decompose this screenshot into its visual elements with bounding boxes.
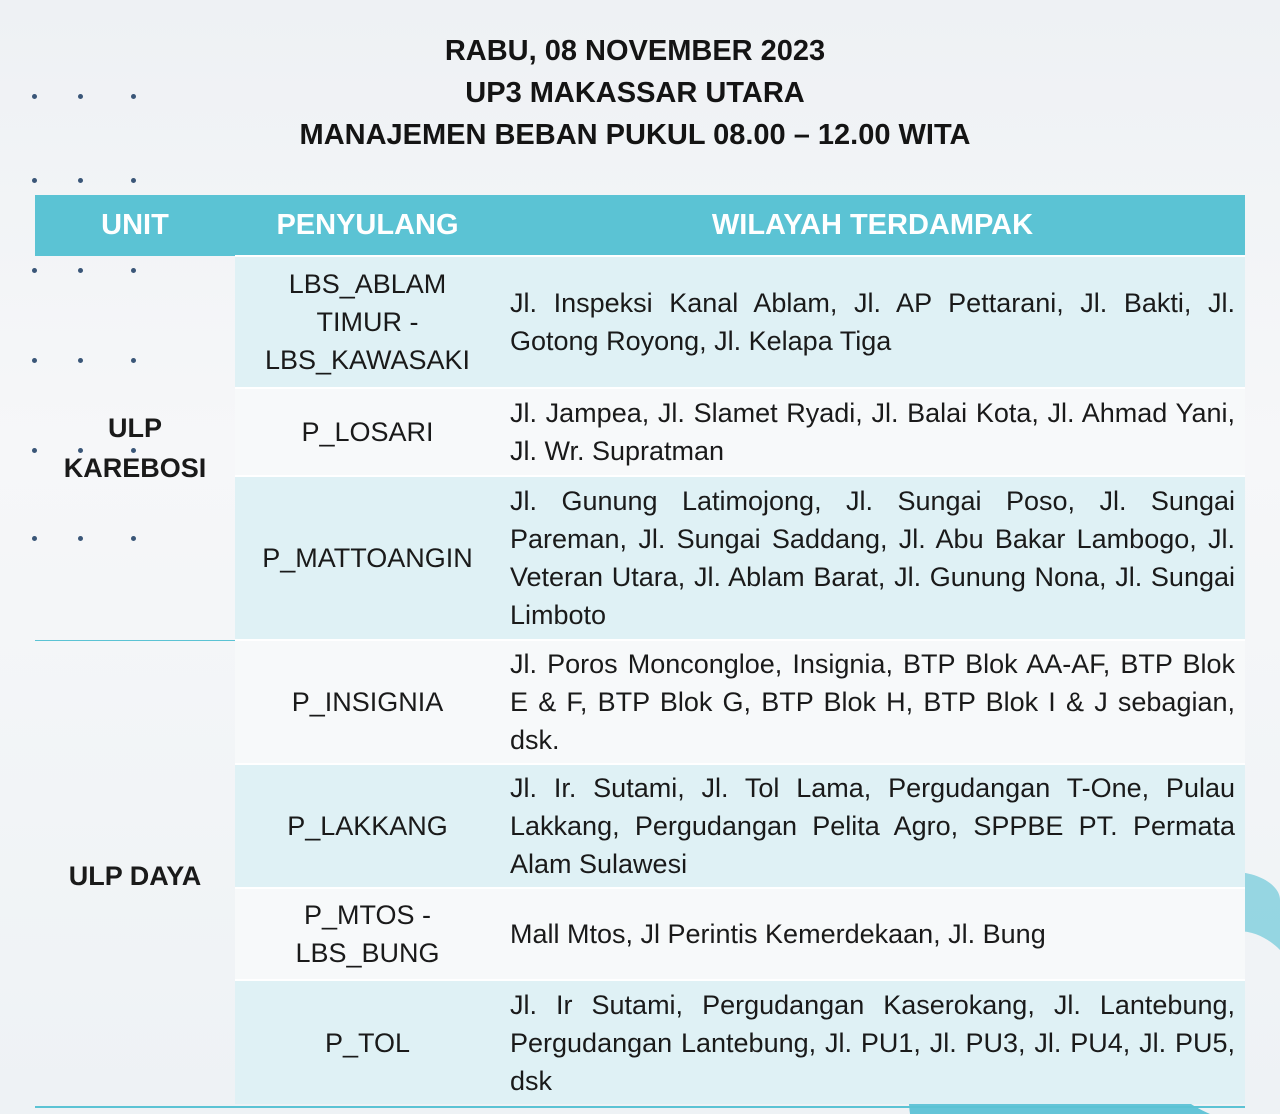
column-header-feeder: PENYULANG [235,195,500,256]
feeder-cell: P_TOL [235,980,500,1104]
unit-cell-daya [35,640,235,1104]
unit-label: ULP KAREBOSI [63,412,207,483]
page-title [0,30,1270,156]
column-header-area: WILAYAH TERDAMPAK [500,195,1245,256]
unit-cell-karebosi [35,256,235,640]
feeder-cell: P_MATTOANGIN [235,476,500,640]
dot [78,178,83,183]
area-cell: Jl. Gunung Latimojong, Jl. Sungai Poso, Jl. Sungai Pareman, Jl. Sungai Saddang, Jl. Abu Bakar Lambogo, Jl. Veteran Utara, Jl. Ablam Barat, Jl. Gunung Nona, Jl. Sungai Limboto [500,476,1245,640]
dot [131,178,136,183]
title-date: RABU, 08 NOVEMBER 2023 [444,35,826,67]
table-header-row [35,195,1245,256]
table-bottom-border [35,1106,1245,1108]
area-cell: Mall Mtos, Jl Perintis Kemerdekaan, Jl. Bung [500,888,1245,980]
title-schedule: MANAJEMEN BEBAN PUKUL 08.00 – 12.00 WITA [299,119,971,151]
feeder-cell: P_LAKKANG [235,764,500,888]
area-cell: Jl. Jampea, Jl. Slamet Ryadi, Jl. Balai Kota, Jl. Ahmad Yani, Jl. Wr. Supratman [500,388,1245,476]
table-row [35,256,1245,388]
unit-label: ULP DAYA [68,860,202,891]
area-cell: Jl. Ir Sutami, Pergudangan Kaserokang, Jl. Lantebung, Pergudangan Lantebung, Jl. PU1, Jl. PU3, Jl. PU4, Jl. PU5, dsk [500,980,1245,1104]
area-cell: Jl. Inspeksi Kanal Ablam, Jl. AP Pettarani, Jl. Bakti, Jl. Gotong Royong, Jl. Kelapa Tiga [500,256,1245,388]
area-cell: Jl. Poros Moncongloe, Insignia, BTP Blok AA-AF, BTP Blok E & F, BTP Blok G, BTP Blok H, BTP Blok I & J sebagian, dsk. [500,640,1245,764]
area-cell: Jl. Ir. Sutami, Jl. Tol Lama, Pergudangan T-One, Pulau Lakkang, Pergudangan Pelita Agro, SPPBE PT. Permata Alam Sulawesi [500,764,1245,888]
table-row [35,640,1245,764]
feeder-cell: P_INSIGNIA [235,640,500,764]
dot [32,178,37,183]
feeder-cell: P_MTOS - LBS_BUNG [235,888,500,980]
column-header-unit: UNIT [35,195,235,256]
feeder-cell: LBS_ABLAM TIMUR - LBS_KAWASAKI [235,256,500,388]
title-office: UP3 MAKASSAR UTARA [465,77,805,109]
feeder-cell: P_LOSARI [235,388,500,476]
outage-schedule-table [35,195,1245,1104]
